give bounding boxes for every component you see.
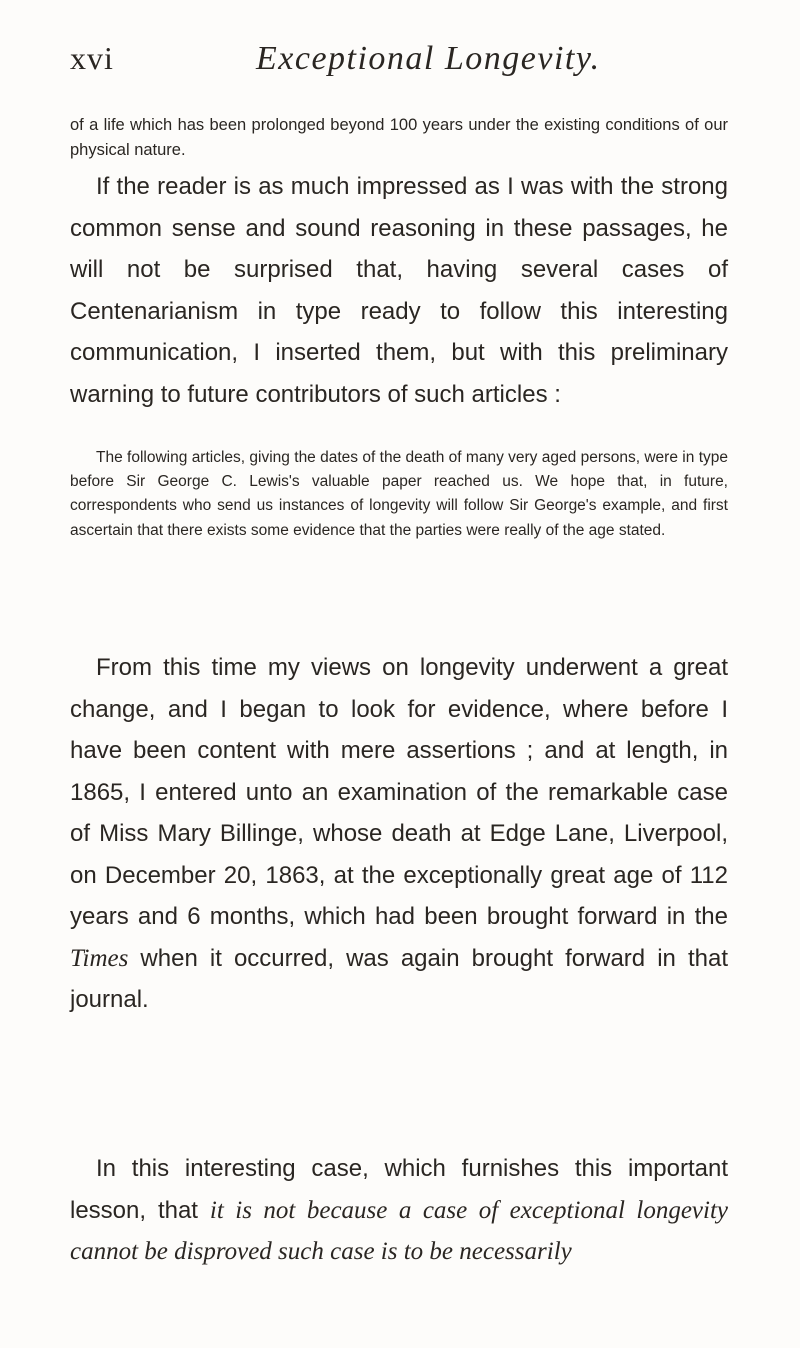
page-header xyxy=(70,40,730,90)
lesson-italic: it is not because a case of exceptional longevity cannot be disproved such case is to be necessarily xyxy=(70,1196,728,1265)
paragraph-longevity-views xyxy=(70,647,728,1021)
times-italic: Times xyxy=(70,944,129,972)
paragraph-continued: of a life which has been prolonged beyond 100 years under the existing conditions of our physical nature. xyxy=(70,116,728,159)
paragraph-reader: If the reader is as much impressed as I was with the strong common sense and sound reasoning in these passages, he will not be surprised that, having several cases of Centenarianism in type ready to follow this interesting communication, I inserted them, but with this preliminary warning to future contributors of such articles : xyxy=(70,173,728,408)
paragraph-text: when it occurred, was again brought forward in that journal. xyxy=(70,944,728,1013)
running-title: Exceptional Longevity. xyxy=(256,40,601,77)
page-number: xvi xyxy=(70,40,114,76)
paragraph-lesson xyxy=(70,1148,728,1273)
paragraph-text: From this time my views on longevity underwent a great change, and I began to look for evidence, where before I have been content with mere assertions ; and at length, in 1865, I entered unto an examination of the remarkable case of Miss Mary Billinge, whose death at Edge Lane, Liverpool, on December 20, 1863, at the exceptionally great age of 112 years and 6 months, which had been brought forward in the xyxy=(70,654,728,930)
paragraph-text: In this interesting case, which furnishes this important lesson, that xyxy=(70,1155,728,1224)
block-quote: The following articles, giving the dates of the death of many very aged persons, were in type before Sir George C. Lewis's valuable paper reached us. We hope that, in future, correspondents who send us instances of longevity will follow Sir George's example, and first ascertain that there exists some evidence that the parties were really of the age stated. xyxy=(70,449,728,539)
